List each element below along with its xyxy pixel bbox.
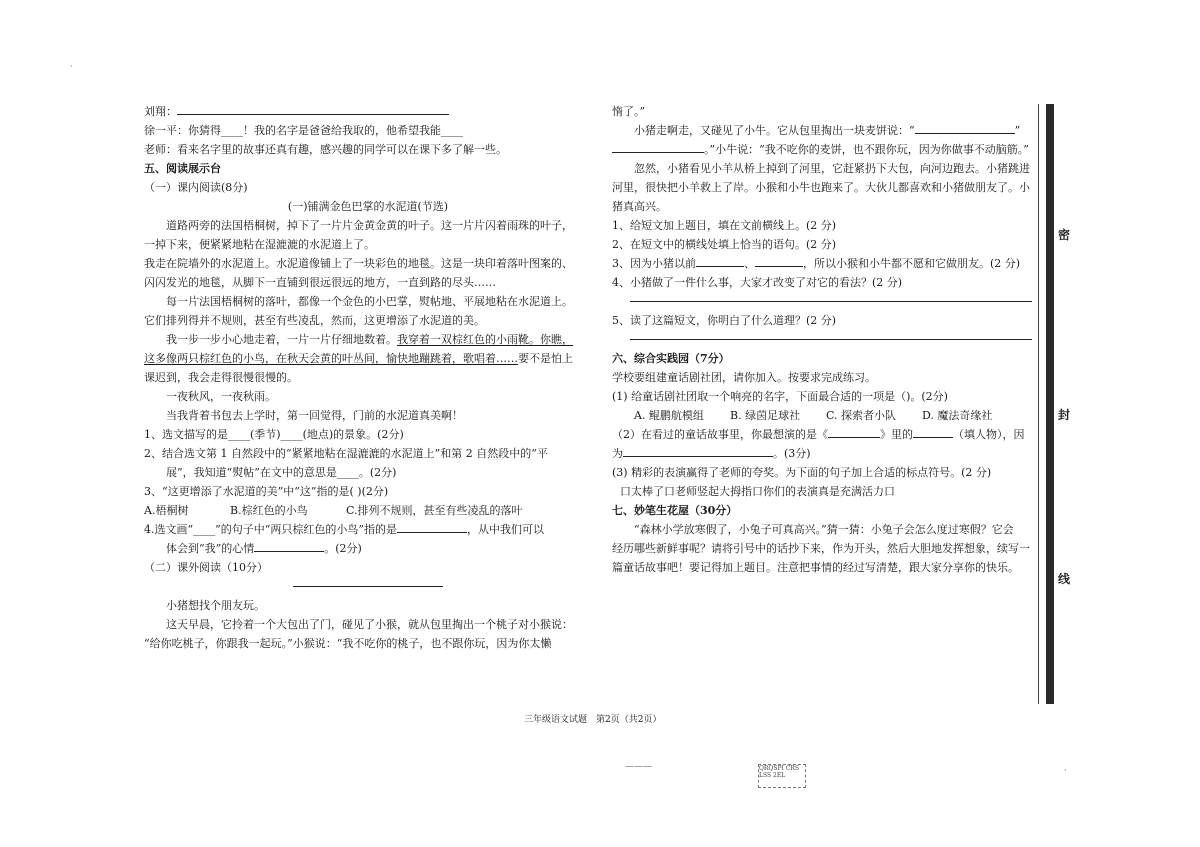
seal-label: 线: [1058, 572, 1071, 586]
question-2-cont: 展”，我知道“熨帖”在文中的意思是____。(2分): [166, 466, 397, 479]
underlined-sentence: 这多像两只棕红色的小鸟，在秋天会黄的叶丛间，愉快地蹦跳着，歌唱着……: [144, 352, 518, 365]
scan-speck: ·: [1064, 766, 1067, 775]
scan-mark: ———: [625, 762, 652, 772]
story-question-4: 4、小猪做了一件什么事，大家才改变了对它的看法？(2 分): [612, 276, 903, 289]
story-question-2: 2、在短文中的横线处填上恰当的语句。(2 分): [612, 238, 837, 251]
passage-line: 每一片法国梧桐树的落叶，都像一个金色的小巴掌，熨帖地、平展地粘在水泥道上。: [166, 295, 573, 308]
dialogue-liu-xiang: 刘翔：: [144, 102, 592, 121]
answer-line: [915, 122, 1015, 134]
story-line: 小猪走啊走，又碰见了小牛。它从包里掏出一块麦饼说：“ ”: [634, 124, 1021, 137]
section-seven-heading: 七、妙笔生花屋（30分）: [612, 504, 738, 517]
passage-line: 道路两旁的法国梧桐树，掉下了一片片金黄金黄的叶子。这一片片闪着雨珠的叶子，: [166, 219, 573, 232]
story-line: 。”小牛说：“我不吃你的麦饼，也不跟你玩，因为你做事不动脑筋。”: [612, 140, 1032, 159]
answer-line: [177, 103, 449, 115]
passage-line: 一掉下来，便紧紧地粘在湿漉漉的水泥道上了。: [144, 238, 375, 251]
practice-question-1: (1) 给童话剧社团取一个响亮的名字，下面最合适的一项是（)。(2分): [612, 390, 948, 403]
answer-line: [623, 445, 773, 457]
seal-label: 封: [1058, 408, 1071, 422]
question-2: 2、结合选文第 1 自然段中的“紧紧地粘在湿漉漉的水泥道上”和第 2 自然段中的“平: [144, 447, 548, 460]
passage-line: 我走在院墙外的水泥道上。水泥道像铺上了一块彩色的地毯。这是一块印着落叶图案的、: [144, 257, 573, 270]
answer-line: [913, 426, 953, 438]
question-4: 4.选文画“____”的句子中“两只棕红色的小鸟”指的是 ，从中我们可以: [144, 523, 544, 536]
binding-line: [1038, 104, 1039, 704]
binding-bar: [1046, 104, 1054, 704]
story-line: “给你吃桃子，你跟我一起玩。”小猴说：“我不吃你的桃子，也不跟你玩，因为你太懒: [144, 637, 552, 650]
answer-line: [612, 141, 704, 153]
page-footer: 三年级语文试题 第2页（共2页）: [524, 715, 662, 725]
title-blank-line: [293, 585, 443, 587]
option-a: A.梧桐树: [144, 504, 189, 517]
dialogue-teacher: 老师：看来名字里的故事还真有趣，感兴趣的同学可以在课下多了解一些。: [144, 143, 507, 156]
right-column: [612, 102, 1032, 577]
story-question-3: 3、因为小猪以前 、 ，所以小猴和小牛都不愿和它做朋友。(2 分): [612, 257, 1021, 270]
passage-line: 它们排列得并不规则，甚至有些凌乱，然而，这更增添了水泥道的美。: [144, 314, 485, 327]
writing-prompt: 篇童话故事吧！要记得加上题目。注意把事情的经过写清楚，跟大家分享你的快乐。: [612, 561, 1019, 574]
practice-question-2-cont: 为 。(3分): [612, 447, 811, 460]
answer-line: [755, 255, 803, 267]
answer-line: [630, 300, 1032, 302]
practice-intro: 学校要组建童话剧社团，请你加入。按要求完成练习。: [612, 371, 876, 384]
question-3: 3、“这更增添了水泥道的美”中“这”指的是( )(2分): [144, 485, 389, 498]
answer-line: [828, 426, 880, 438]
story-question-5: 5、读了这篇短文，你明白了什么道理？(2 分): [612, 314, 837, 327]
answer-line: [630, 338, 1032, 340]
option-b: B. 绿茵足球社: [730, 409, 801, 422]
practice-question-3: (3) 精彩的表演赢得了老师的夸奖。为下面的句子加上合适的标点符号。(2 分): [612, 466, 992, 479]
story-line: 小猪想找个朋友玩。: [166, 599, 265, 612]
answer-line: [696, 255, 744, 267]
story-line: 这天早晨，它拎着一个大包出了门，碰见了小猴，就从包里掏出一个桃子对小猴说：: [166, 618, 573, 631]
section-six-heading: 六、综合实践园（7分）: [612, 352, 730, 365]
answer-line: [397, 521, 467, 533]
question-3-options: [144, 501, 592, 520]
scan-stamp: QRQSPI CRS LSS 2EL: [758, 764, 806, 788]
passage-line: 闪闪发光的地毯，从脚下一直铺到很远很远的地方，一直到路的尽头……: [144, 276, 496, 289]
section-five-heading: 五、阅读展示台: [144, 162, 221, 175]
scan-speck: ·: [70, 62, 73, 71]
answer-line: [254, 540, 324, 552]
underlined-sentence: 我穿着一双棕红色的小雨靴。你瞧，: [397, 333, 573, 346]
option-c: C. 探索者小队: [826, 409, 897, 422]
story-line: 惰了。”: [612, 105, 646, 118]
question-4-cont: 体会到“我”的心情 。(2分): [166, 542, 362, 555]
left-column: [144, 102, 592, 653]
passage-line: 这多像两只棕红色的小鸟，在秋天会黄的叶丛间，愉快地蹦跳着，歌唱着……要不是怕上: [144, 352, 573, 365]
punctuation-sentence: 口太棒了口老师竖起大拇指口你们的表演真是充满活力口: [620, 485, 895, 498]
passage-line: 我一步一步小心地走着，一片一片仔细地数着。我穿着一双棕红色的小雨靴。你瞧，: [166, 333, 573, 346]
practice-question-2: （2）在看过的童话故事里，你最想演的是《 》里的 （填人物），因: [612, 428, 1025, 441]
option-d: D. 魔法奇缘社: [922, 409, 993, 422]
passage-line: 当我背着书包去上学时，第一回觉得，门前的水泥道真美啊！: [166, 409, 463, 422]
passage-title: (一)铺满金色巴掌的水泥道(节选): [287, 200, 449, 213]
writing-prompt: “森林小学放寒假了，小兔子可真高兴。”猜一猜：小兔子会怎么度过寒假？它会: [634, 523, 1014, 536]
in-class-reading-heading: （一）课内阅读(8分): [144, 181, 248, 194]
option-a: A. 鲲鹏航模组: [634, 409, 704, 422]
dialogue-xu-yiping: 徐一平：你猜得____！我的名字是爸爸给我取的，他希望我能____: [144, 124, 463, 137]
practice-question-1-options: [612, 406, 1032, 425]
seal-label: 密: [1058, 228, 1071, 242]
writing-prompt: 经历哪些新鲜事呢？请将引号中的话抄下来，作为开头，然后大胆地发挥想象，续写一: [612, 542, 1030, 555]
story-line: 猪真高兴。: [612, 200, 667, 213]
option-c: C.排列不规则，甚至有些凌乱的落叶: [346, 504, 523, 517]
passage-line: 课迟到，我会走得很慢很慢的。: [144, 371, 298, 384]
story-line: 河里，很快把小羊救上了岸。小猴和小牛也跑来了。大伙儿都喜欢和小猪做朋友了。小: [612, 181, 1030, 194]
story-question-1: 1、给短文加上题目，填在文前横线上。(2 分): [612, 219, 837, 232]
passage-line: 一夜秋风，一夜秋雨。: [166, 390, 276, 403]
story-line: 忽然，小猪看见小羊从桥上掉到了河里，它赶紧扔下大包，向河边跑去。小猪跳进: [634, 162, 1030, 175]
extra-reading-heading: （二）课外阅读（10分）: [144, 561, 268, 574]
question-1: 1、选文描写的是____(季节)____(地点)的景象。(2分): [144, 428, 404, 441]
option-b: B.棕红色的小鸟: [230, 504, 308, 517]
